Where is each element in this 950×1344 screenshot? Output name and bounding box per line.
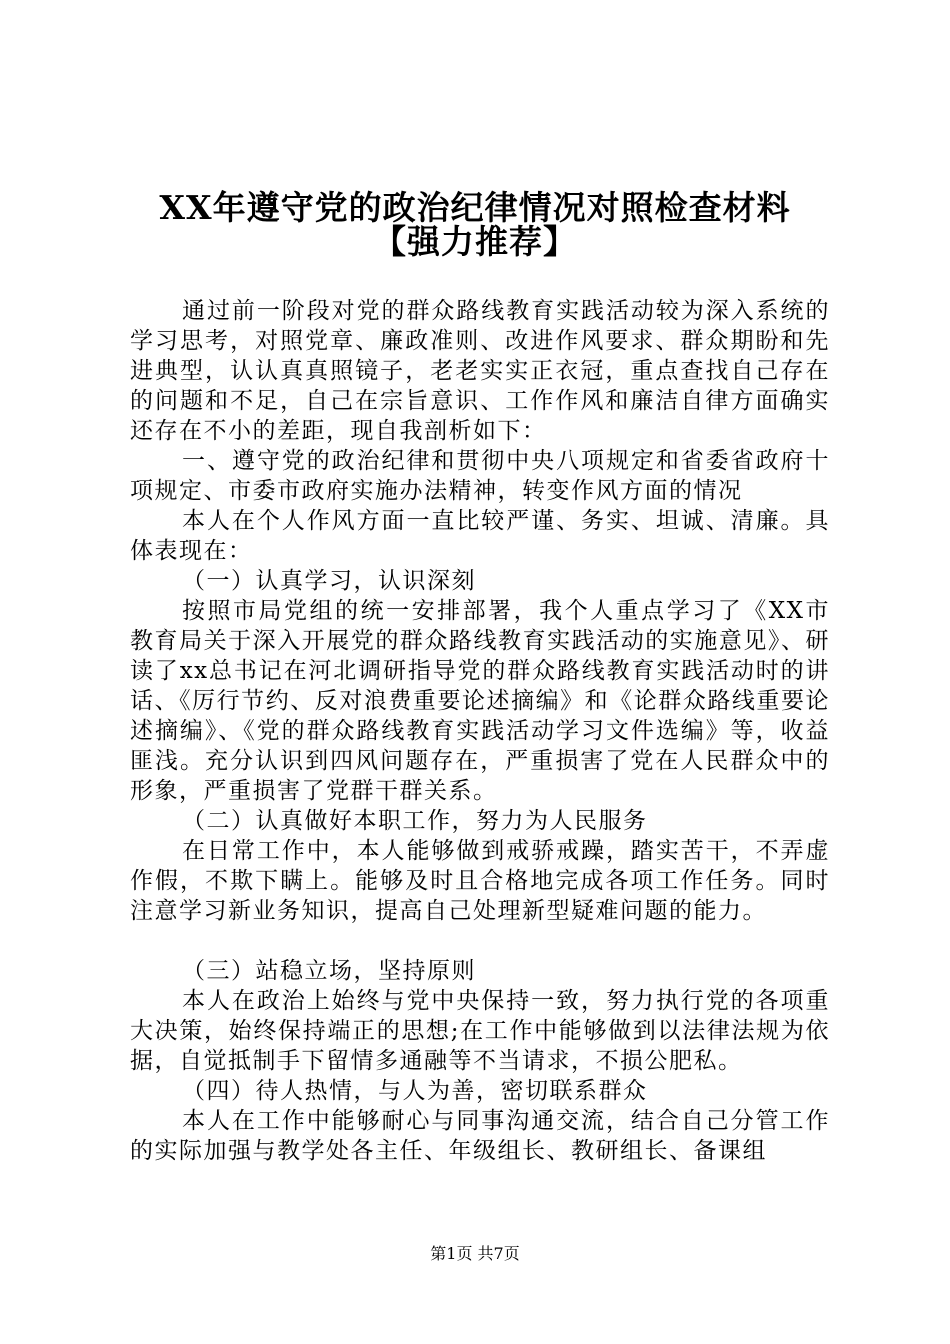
document-subtitle: 【强力推荐】 — [373, 222, 577, 261]
paragraph: 本人在工作中能够耐心与同事沟通交流，结合自己分管工作的实际加强与教学处各主任、年级组长、教研组长、备课组 — [130, 1108, 830, 1164]
document-body — [130, 296, 830, 1166]
paragraph: 本人在政治上始终与党中央保持一致，努力执行党的各项重大决策，始终保持端正的思想;在工作中能够做到以法律法规为依据，自觉抵制手下留情多通融等不当请求，不损公肥私。 — [130, 988, 830, 1074]
paragraph: 在日常工作中，本人能够做到戒骄戒躁，踏实苦干，不弄虚作假，不欺下瞒上。能够及时且合格地完成各项工作任务。同时注意学习新业务知识，提高自己处理新型疑难问题的能力。 — [130, 838, 830, 924]
subsection-heading-4: （四）待人热情，与人为善，密切联系群众 — [182, 1078, 648, 1104]
document-title: XX年遵守党的政治纪律情况对照检查材料 — [159, 188, 791, 227]
subsection-heading-3: （三）站稳立场，坚持原则 — [182, 958, 476, 984]
paragraph: 按照市局党组的统一安排部署，我个人重点学习了《XX市教育局关于深入开展党的群众路线教育实践活动的实施意见》、研读了xx总书记在河北调研指导党的群众路线教育实践活动时的讲话、《厉行节约、反对浪费重要论述摘编》和《论群众路线重要论述摘编》、《党的群众路线教育实践活动学习文件选编》等，收益匪浅。充分认识到四风问题存在，严重损害了党在人民群众中的形象，严重损害了党群干群关系。 — [130, 598, 830, 804]
subsection-heading-2: （二）认真做好本职工作，努力为人民服务 — [182, 808, 648, 834]
section-heading-1: 一、遵守党的政治纪律和贯彻中央八项规定和省委省政府十项规定、市委市政府实施办法精神，转变作风方面的情况 — [130, 448, 830, 504]
paragraph-intro: 通过前一阶段对党的群众路线教育实践活动较为深入系统的学习思考，对照党章、廉政准则、改进作风要求、群众期盼和先进典型，认认真真照镜子，老老实实正衣冠，重点查找自己存在的问题和不足，自己在宗旨意识、工作作风和廉洁自律方面确实还存在不小的差距，现自我剖析如下： — [130, 298, 830, 444]
page-number-footer: 第1页 共7页 — [430, 1244, 520, 1263]
paragraph: 本人在个人作风方面一直比较严谨、务实、坦诚、清廉。具体表现在： — [130, 508, 830, 564]
subsection-heading-1: （一）认真学习，认识深刻 — [182, 568, 476, 594]
